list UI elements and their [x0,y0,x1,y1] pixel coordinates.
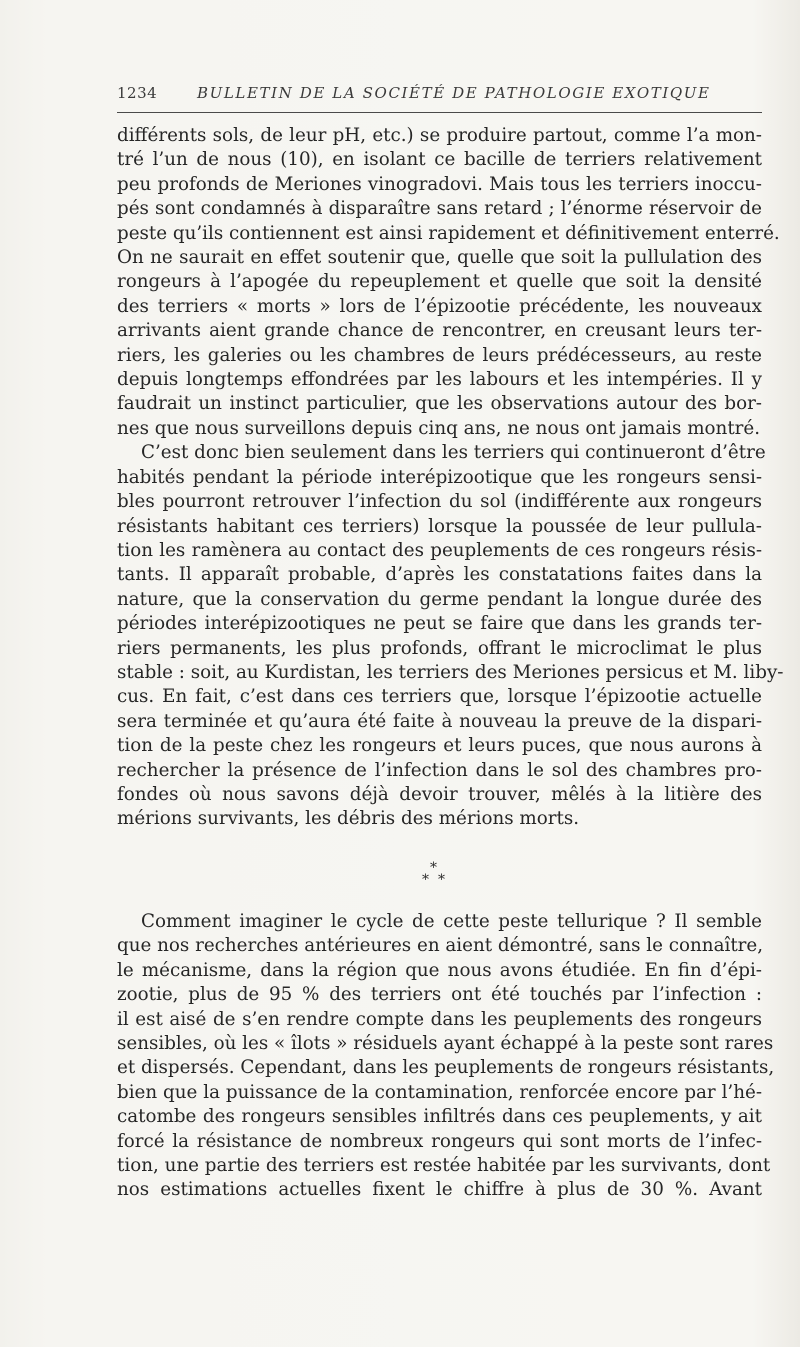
text-line: C’est donc bien seulement dans les terriers qui continueront d’être [141,442,766,464]
text-line: tion les ramènera au contact des peuplements de ces rongeurs résis- [117,539,762,561]
text-line: nos estimations actuelles fixent le chiffre à plus de 30 %. Avant [117,1179,762,1201]
text-line: rechercher la présence de l’infection dans le sol des chambres pro- [117,759,762,781]
text-line: stable : soit, au Kurdistan, les terriers des Meriones persicus et M. liby- [117,661,784,683]
page-number: 1234 [117,84,158,102]
text-line: depuis longtemps effondrées par les labours et les intempéries. Il y [117,369,762,391]
text-line: cus. En fait, c’est dans ces terriers que, lorsque l’épizootie actuelle [117,686,762,708]
text-line: sensibles, où les « îlots » résiduels ayant échappé à la peste sont rares [117,1033,774,1055]
text-line: Comment imaginer le cycle de cette peste tellurique ? Il semble [141,911,762,932]
text-line: forcé la résistance de nombreux rongeurs qui sont morts de l’infec- [117,1130,762,1152]
text-line: riers, les galeries ou les chambres de leurs prédécesseurs, au reste [117,344,762,366]
text-line: bien que la puissance de la contamination, renforcée encore par l’hé- [117,1081,762,1103]
text-line: résistants habitant ces terriers) lorsque la poussée de leur pullula- [117,515,762,537]
text-line: zootie, plus de 95 % des terriers ont été touchés par l’infection : [117,984,762,1006]
text-line: il est aisé de s’en rendre compte dans les peuplements des rongeurs [117,1008,762,1030]
separator-star: * [438,872,445,888]
text-line: habités pendant la période interépizootique que les rongeurs sensi- [117,466,762,488]
header-rule [117,112,762,113]
text-line: tion de la peste chez les rongeurs et leurs puces, que nous aurons à [117,735,762,757]
text-line: que nos recherches antérieures en aient démontré, sans le connaître, [117,935,764,957]
text-line: rongeurs à l’apogée du repeuplement et quelle que soit la densité [117,271,762,293]
text-line: arrivants aient grande chance de rencontrer, en creusant leurs ter- [117,320,762,342]
text-line: tion, une partie des terriers est restée habitée par les survivants, dont [117,1155,771,1177]
text-line: peste qu’ils contiennent est ainsi rapidement et définitivement enterré. [117,222,780,244]
text-line: sera terminée et qu’aura été faite à nouveau la preuve de la dispari- [117,710,762,732]
text-line: peu profonds de Meriones vinogradovi. Mais tous les terriers inoccu- [117,173,762,195]
text-line: riers permanents, les plus profonds, offrant le microclimat le plus [117,637,762,659]
separator-star: * [422,872,429,888]
running-header [117,84,762,108]
paragraph-1 [117,124,784,832]
text-line: mérions survivants, les débris des mérions morts. [117,808,580,830]
text-line: nature, que la conservation du germe pendant la longue durée des [117,588,762,610]
text-line: le mécanisme, dans la région que nous avons étudiée. En fin d’épi- [117,959,762,981]
text-line: fondes où nous savons déjà devoir trouver, mêlés à la litière des [117,783,762,805]
paragraph-3 [117,910,775,1203]
text-line: des terriers « morts » lors de l’épizootie précédente, les nouveaux [117,295,762,317]
text-line: pés sont condamnés à disparaître sans retard ; l’énorme réservoir de [117,198,762,220]
text-line: bles pourront retrouver l’infection du sol (indifférente aux rongeurs [117,491,762,513]
text-line: périodes interépizootiques ne peut se faire que dans les grands ter- [117,613,762,635]
text-line: différents sols, de leur pH, etc.) se produire partout, comme l’a mon- [117,125,762,146]
text-line: tants. Il apparaît probable, d’après les constatations faites dans la [117,564,762,586]
section-separator [420,860,450,894]
text-line: nes que nous surveillons depuis cinq ans, ne nous ont jamais montré. [117,417,761,439]
text-line: On ne saurait en effet soutenir que, quelle que soit la pullulation des [117,247,762,269]
text-line: faudrait un instinct particulier, que les observations autour des bor- [117,393,762,415]
running-title: BULLETIN DE LA SOCIÉTÉ DE PATHOLOGIE EXOTIQUE [197,84,711,102]
separator-star: * [430,860,437,876]
text-line: tré l’un de nous (10), en isolant ce bacille de terriers relativement [117,149,762,171]
text-line: et dispersés. Cependant, dans les peuplements de rongeurs résistants, [117,1057,775,1079]
text-line: catombe des rongeurs sensibles infiltrés dans ces peuplements, y ait [117,1106,762,1128]
